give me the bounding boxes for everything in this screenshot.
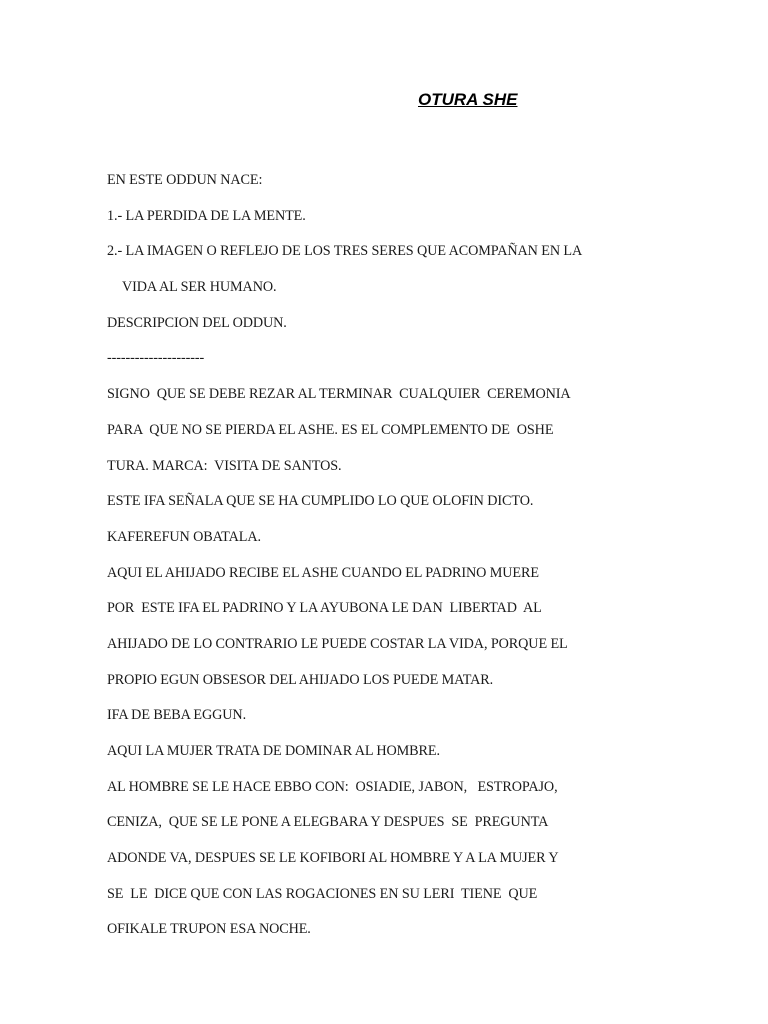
text-line: TURA. MARCA: VISITA DE SANTOS. [107,457,342,474]
text-line: AHIJADO DE LO CONTRARIO LE PUEDE COSTAR LA VIDA, PORQUE EL [107,635,568,652]
text-line: AQUI LA MUJER TRATA DE DOMINAR AL HOMBRE. [107,743,440,759]
text-line: 2.- LA IMAGEN O REFLEJO DE LOS TRES SERES QUE ACOMPAÑAN EN LA [107,243,583,260]
text-line: DESCRIPCION DEL ODDUN. [107,314,287,331]
text-line: PROPIO EGUN OBSESOR DEL AHIJADO LOS PUEDE MATAR. [107,671,494,688]
text-line: --------------------- [107,350,205,367]
document-title: OTURA SHE [418,90,518,109]
text-line: KAFEREFUN OBATALA. [107,528,261,545]
text-line: IFA DE BEBA EGGUN. [107,707,247,724]
document-body [107,163,667,948]
text-line: EN ESTE ODDUN NACE: [107,172,263,188]
text-line: VIDA AL SER HUMANO. [122,279,277,296]
text-line: 1.- LA PERDIDA DE LA MENTE. [107,207,306,224]
text-line: ADONDE VA, DESPUES SE LE KOFIBORI AL HOMBRE Y A LA MUJER Y [107,850,559,867]
text-line: OFIKALE TRUPON ESA NOCHE. [107,921,311,938]
text-line: SIGNO QUE SE DEBE REZAR AL TERMINAR CUALQUIER CEREMONIA [107,386,571,403]
text-line: POR ESTE IFA EL PADRINO Y LA AYUBONA LE DAN LIBERTAD AL [107,600,542,617]
text-line: AL HOMBRE SE LE HACE EBBO CON: OSIADIE, JABON, ESTROPAJO, [107,778,558,795]
text-line: PARA QUE NO SE PIERDA EL ASHE. ES EL COMPLEMENTO DE OSHE [107,421,554,438]
text-line: AQUI EL AHIJADO RECIBE EL ASHE CUANDO EL PADRINO MUERE [107,564,539,581]
text-line: SE LE DICE QUE CON LAS ROGACIONES EN SU LERI TIENE QUE [107,885,538,902]
text-line: ESTE IFA SEÑALA QUE SE HA CUMPLIDO LO QUE OLOFIN DICTO. [107,493,534,510]
text-line: CENIZA, QUE SE LE PONE A ELEGBARA Y DESPUES SE PREGUNTA [107,814,549,831]
